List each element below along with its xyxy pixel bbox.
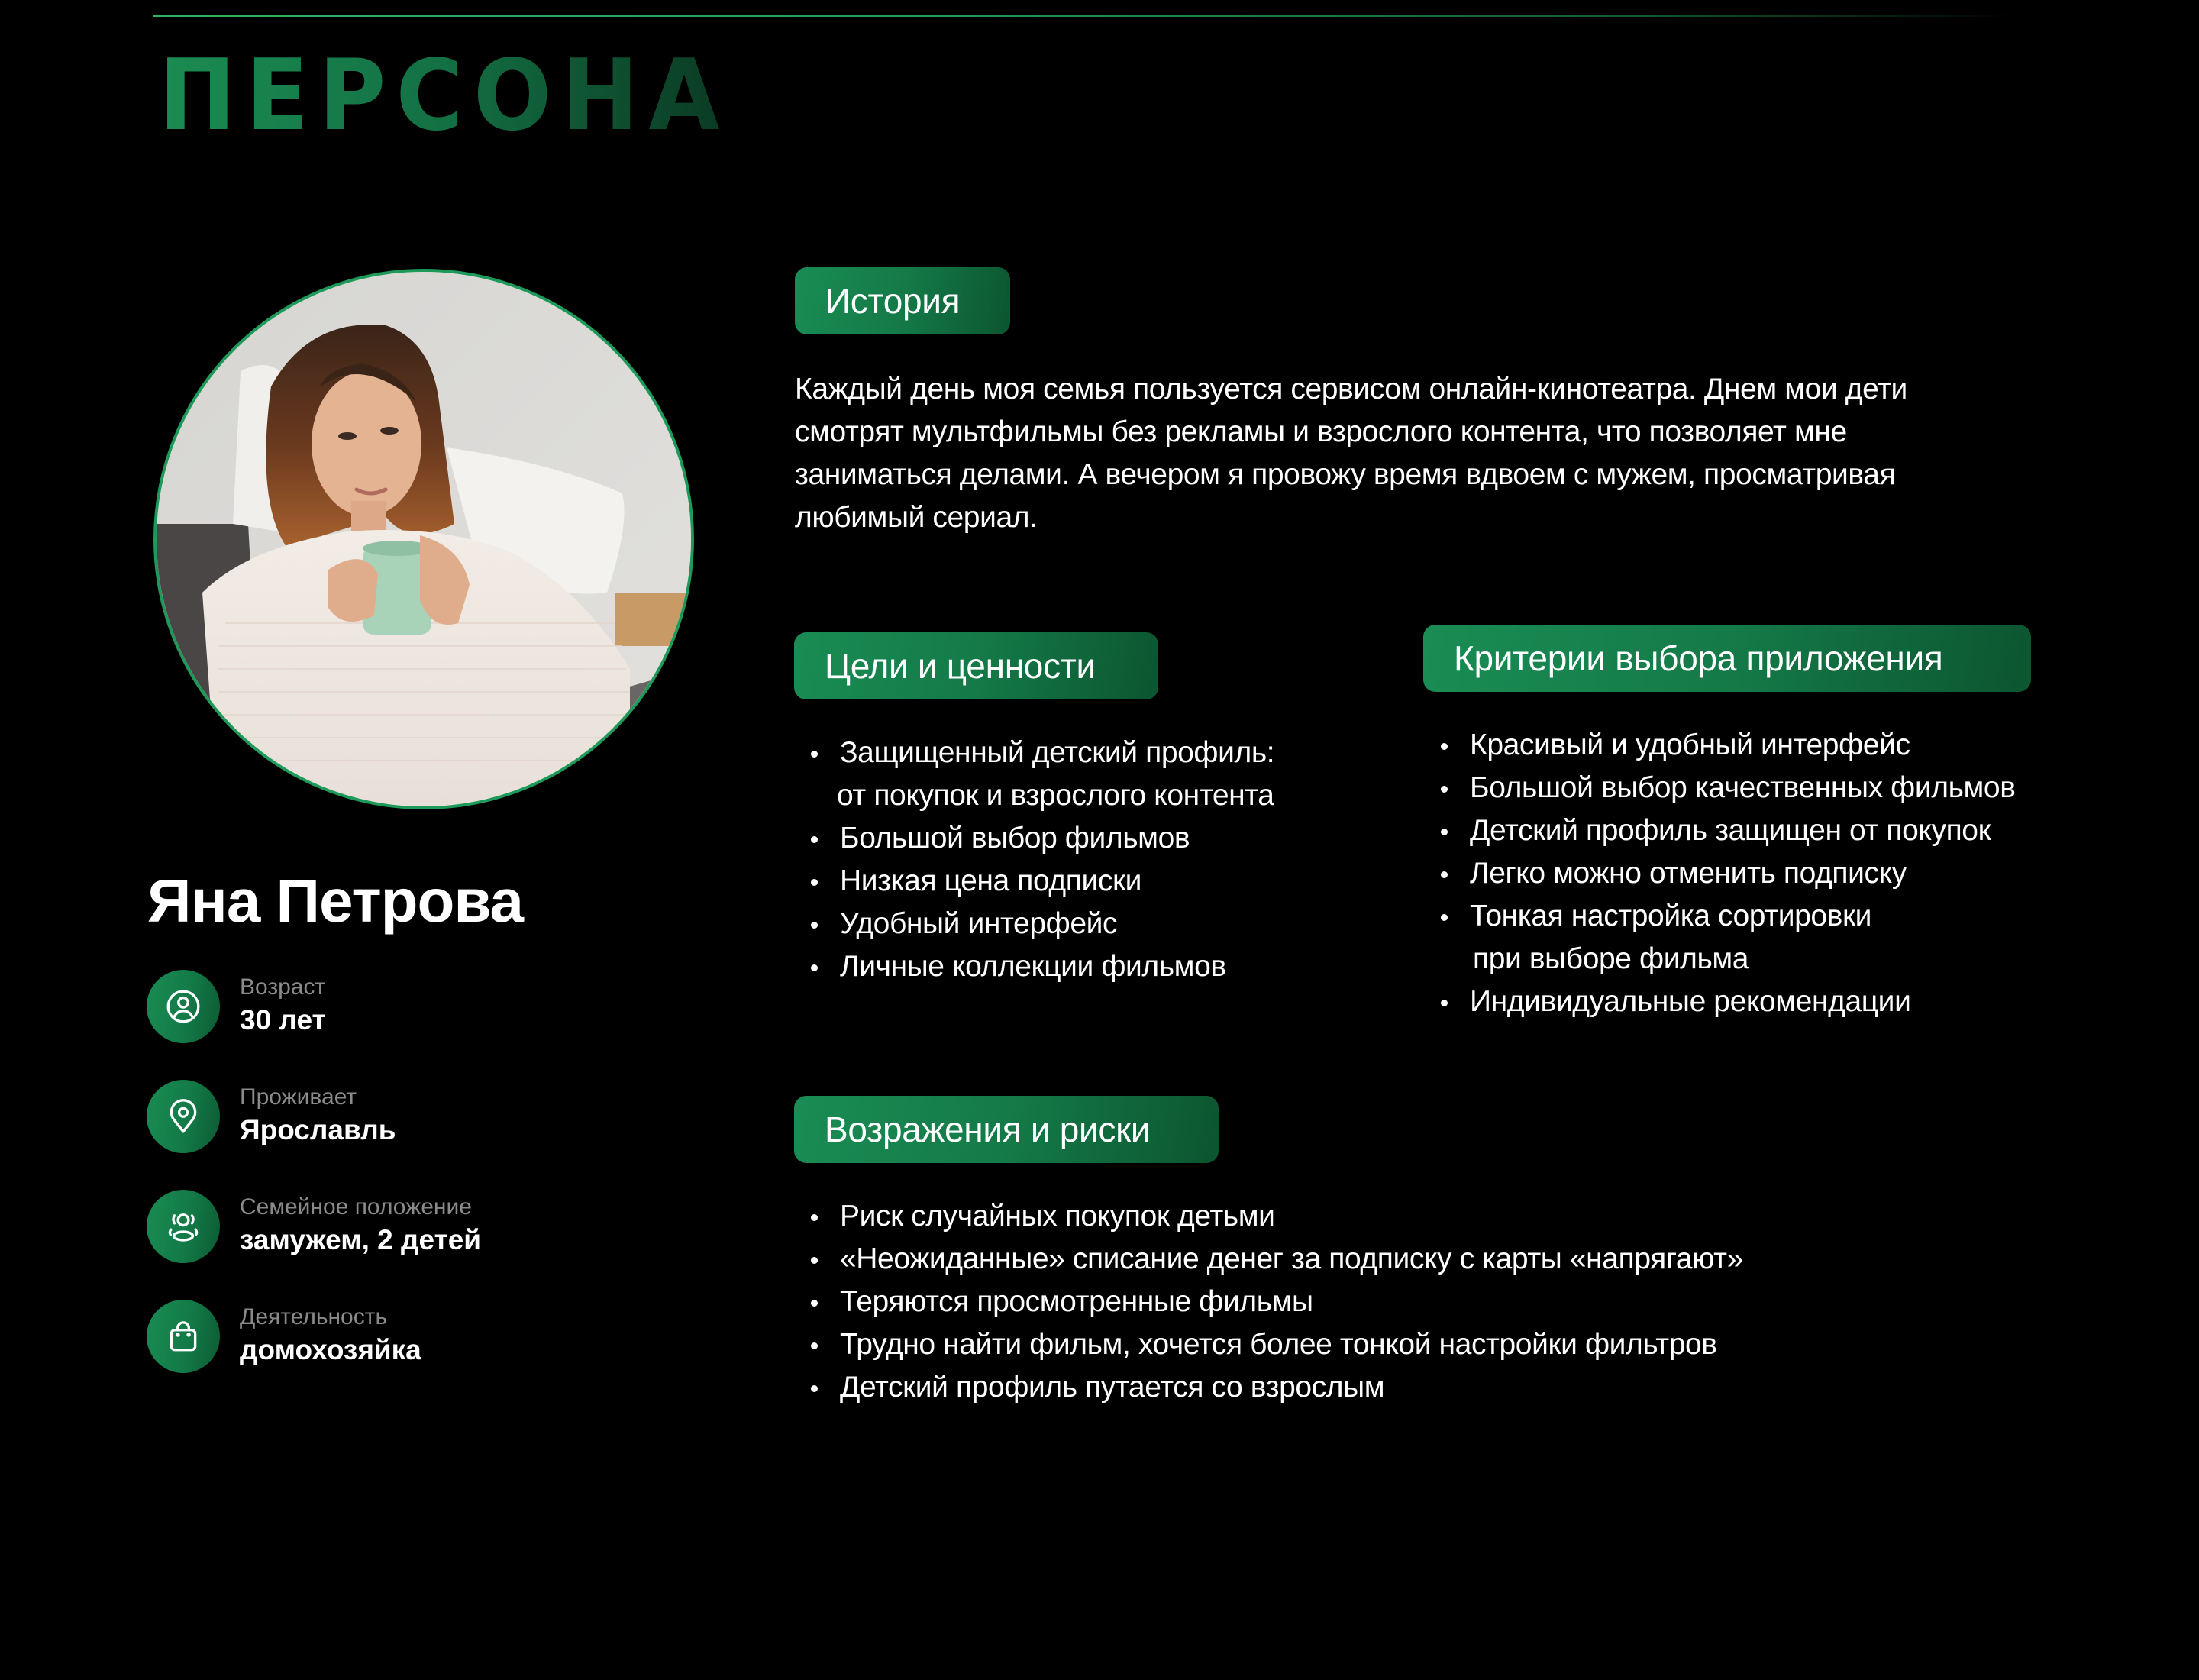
list-item-text: Детский профиль путается со взрослым [840, 1371, 1385, 1404]
goals-section-header [794, 632, 1158, 699]
list-item [794, 732, 1274, 817]
goals-title: Цели и ценности [825, 646, 1096, 686]
list-item-text: Риск случайных покупок детьми [840, 1200, 1275, 1233]
detail-label: Семейное положение [240, 1194, 472, 1220]
list-item [794, 1366, 1743, 1409]
list-item [794, 1281, 1743, 1323]
list-item [794, 817, 1274, 860]
list-item [1424, 767, 2016, 809]
list-item-text-continued: от покупок и взрослого контента [837, 779, 1274, 812]
list-item-text: «Неожиданные» списание денег за подписку с карты «напрягают» [840, 1242, 1743, 1275]
list-item-text: Большой выбор качественных фильмов [1470, 771, 2016, 804]
list-item [1424, 981, 2016, 1023]
list-item-text: Индивидуальные рекомендации [1470, 985, 1911, 1018]
list-item-text: Красивый и удобный интерфейс [1470, 729, 1910, 761]
user-circle-icon [147, 970, 220, 1043]
persona-photo-illustration [157, 272, 691, 806]
list-item [1424, 809, 2016, 852]
criteria-list [1424, 724, 2016, 1023]
risks-list [794, 1195, 1743, 1409]
story-line: заниматься делами. А вечером я провожу время вдвоем с мужем, просматривая [795, 458, 1896, 491]
story-title: История [825, 281, 961, 321]
list-item [794, 1323, 1743, 1366]
list-item [794, 860, 1274, 903]
location-pin-icon [147, 1080, 220, 1153]
list-item-text: Низкая цена подписки [840, 864, 1142, 897]
detail-label: Возраст [240, 974, 326, 1000]
criteria-title: Критерии выбора приложения [1454, 638, 1943, 678]
detail-occupation [147, 1300, 605, 1373]
detail-label: Деятельность [240, 1304, 388, 1329]
story-line: смотрят мультфильмы без рекламы и взрослого контента, что позволяет мне [795, 415, 1847, 448]
detail-age [147, 970, 605, 1043]
detail-value: домохозяйка [240, 1334, 421, 1365]
list-item-text-continued: при выборе фильма [1473, 942, 1749, 975]
risks-title: Возражения и риски [825, 1110, 1151, 1149]
list-item-text: Теряются просмотренные фильмы [840, 1285, 1313, 1318]
list-item [794, 1238, 1743, 1281]
detail-value: Ярославль [240, 1114, 396, 1145]
detail-value: 30 лет [240, 1004, 326, 1035]
list-item [794, 903, 1274, 945]
list-item [794, 1195, 1743, 1238]
list-item-text: Защищенный детский профиль: [840, 736, 1275, 769]
list-item [1424, 852, 2016, 895]
list-item-text: Тонкая настройка сортировки [1470, 900, 1872, 932]
story-line: любимый сериал. [795, 501, 1038, 534]
list-item [1424, 895, 2016, 981]
persona-name: Яна Петрова [147, 867, 524, 935]
list-item-text: Детский профиль защищен от покупок [1470, 814, 1991, 847]
list-item-text: Легко можно отменить подписку [1470, 857, 1907, 890]
list-item [1424, 724, 2016, 767]
list-item-text: Личные коллекции фильмов [840, 950, 1226, 983]
story-section-header [795, 267, 1010, 334]
list-item [794, 945, 1274, 988]
list-item-text: Трудно найти фильм, хочется более тонкой настройки фильтров [840, 1328, 1717, 1361]
detail-value: замужем, 2 детей [240, 1224, 482, 1255]
story-text [795, 368, 2032, 539]
risks-section-header [794, 1096, 1219, 1163]
story-line: Каждый день моя семья пользуется сервисом онлайн-кинотеатра. Днем мои дети [795, 373, 1907, 405]
detail-label: Проживает [240, 1084, 357, 1110]
detail-location [147, 1080, 605, 1153]
goals-list [794, 732, 1274, 988]
page-title: ПЕРСОНА [159, 39, 730, 153]
criteria-section-header [1423, 625, 2031, 692]
shopping-bag-icon [147, 1300, 220, 1373]
family-group-icon [147, 1190, 220, 1263]
persona-photo [153, 269, 694, 809]
detail-family [147, 1190, 605, 1263]
header-divider-line [153, 15, 2016, 17]
list-item-text: Удобный интерфейс [840, 907, 1118, 940]
list-item-text: Большой выбор фильмов [840, 822, 1190, 855]
